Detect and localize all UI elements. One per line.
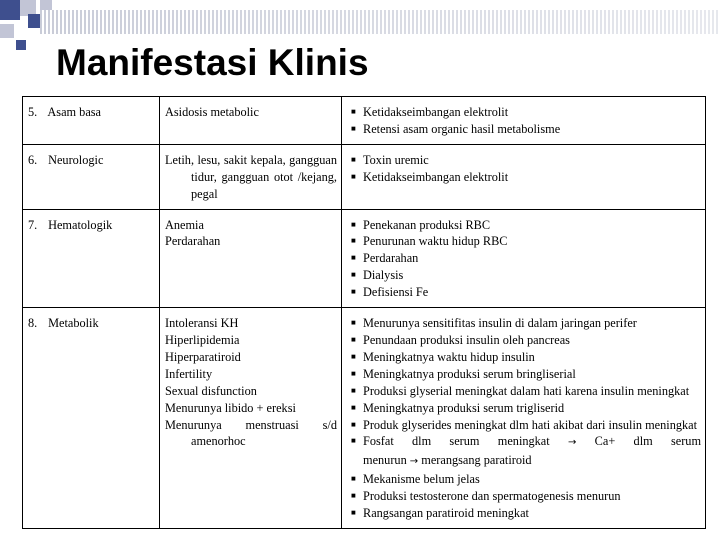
row-number: 7. [28,217,38,232]
square-bullet-icon: ■ [351,171,356,181]
cause-cell [342,308,706,529]
list-item: ■ Mekanisme belum jelas [351,472,480,487]
list-item: ■ Meningkatnya produksi serum bringliserial [351,366,576,381]
list-item: ■ Toxin uremic [351,152,429,167]
square-bullet-icon: ■ [351,334,356,344]
deco-square-light-2 [0,24,14,38]
square-bullet-icon: ■ [351,385,356,395]
square-bullet-icon: ■ [351,154,356,164]
square-bullet-icon: ■ [351,491,356,501]
square-bullet-icon: ■ [351,107,356,116]
manifestation-cell [160,308,342,529]
row-number: 8. [28,316,38,331]
header-strip-fade [40,10,720,34]
list-item: ■ Rangsangan paratiroid meningkat [351,506,529,521]
list-item: ■ Ketidakseimbangan elektrolit [351,105,509,119]
manifestation-item: Perdarahan [165,234,221,249]
list-item: ■ Meningkatnya produksi serum trigliserid [351,400,565,415]
square-bullet-icon: ■ [351,474,356,484]
deco-square-dark-3 [16,40,26,50]
manifestation-item: Infertility [165,366,213,381]
right-arrow-icon: → [409,456,419,468]
deco-square-dark-1 [0,0,20,20]
square-bullet-icon: ■ [351,436,356,446]
row-number: 5. [28,105,38,119]
square-bullet-icon: ■ [351,368,356,378]
table-row [23,209,706,308]
square-bullet-icon: ■ [351,253,356,263]
manifestation-item: Sexual disfunction [165,383,257,398]
manifestation-cell [160,144,342,209]
list-item: ■ Dialysis [351,268,404,283]
page-title: Manifestasi Klinis [56,42,369,83]
system-cell [23,308,160,529]
cause-cell [342,97,706,145]
row-number: 6. [28,152,38,167]
manifestation-item: Menurunya libido + ereksi [165,400,296,415]
table-row [23,97,706,145]
square-bullet-icon: ■ [351,419,356,429]
table-row [23,144,706,209]
list-item: ■ Menurunya sensitifitas insulin di dalam jaringan perifer [351,316,637,331]
manifestation-table [22,96,706,529]
system-name: Hematologik [48,217,113,232]
table-row [23,308,706,529]
manifestation-cell [160,209,342,308]
system-cell [23,97,160,145]
system-name: Metabolik [48,316,99,331]
square-bullet-icon: ■ [351,402,356,412]
list-item: ■ Penundaan produksi insulin oleh pancreas [351,332,570,347]
list-item: ■ Produksi testosterone dan spermatogenesis menurun [351,489,621,504]
list-item: ■ Produksi glyserial meningkat dalam hati karena insulin meningkat [351,383,690,398]
list-item: ■ Defisiensi Fe [351,285,429,300]
manifestation-item: Letih, lesu, sakit kepala, gangguan tidur, gangguan otot /kejang, pegal [165,152,337,201]
list-item: ■ Penekanan produksi RBC [351,217,491,232]
square-bullet-icon: ■ [351,508,356,518]
list-item: ■ Perdarahan [351,251,419,266]
manifestation-item: Hiperlipidemia [165,332,240,347]
right-arrow-icon: → [567,437,577,449]
list-item: ■ Retensi asam organic hasil metabolisme [351,121,561,136]
list-item: ■ Penurunan waktu hidup RBC [351,234,508,249]
square-bullet-icon: ■ [351,287,356,297]
square-bullet-icon: ■ [351,123,356,133]
manifestation-item: Intoleransi KH [165,316,239,331]
system-cell [23,209,160,308]
manifestation-item: Hiperparatiroid [165,349,241,364]
square-bullet-icon: ■ [351,318,356,328]
square-bullet-icon: ■ [351,351,356,361]
square-bullet-icon: ■ [351,236,356,246]
manifestation-item: Menurunya menstruasi s/d amenorhoc [165,417,337,449]
system-name: Neurologic [48,152,104,167]
system-name: Asam basa [47,105,102,119]
square-bullet-icon: ■ [351,270,356,280]
system-cell [23,144,160,209]
list-item: ■ Ketidakseimbangan elektrolit [351,169,509,184]
manifestation-item: Asidosis metabolic [165,105,259,119]
list-item: ■ Meningkatnya waktu hidup insulin [351,349,535,364]
square-bullet-icon: ■ [351,219,356,229]
cause-cell [342,144,706,209]
manifestation-item: Anemia [165,217,204,232]
list-item: ■ Fosfat dlm serum meningkat → Ca+ dlm serum menurun → merangsang paratiroid [351,434,702,468]
manifestation-cell [160,97,342,145]
list-item: ■ Produk glyserides meningkat dlm hati akibat dari insulin meningkat [351,417,698,432]
cause-cell [342,209,706,308]
